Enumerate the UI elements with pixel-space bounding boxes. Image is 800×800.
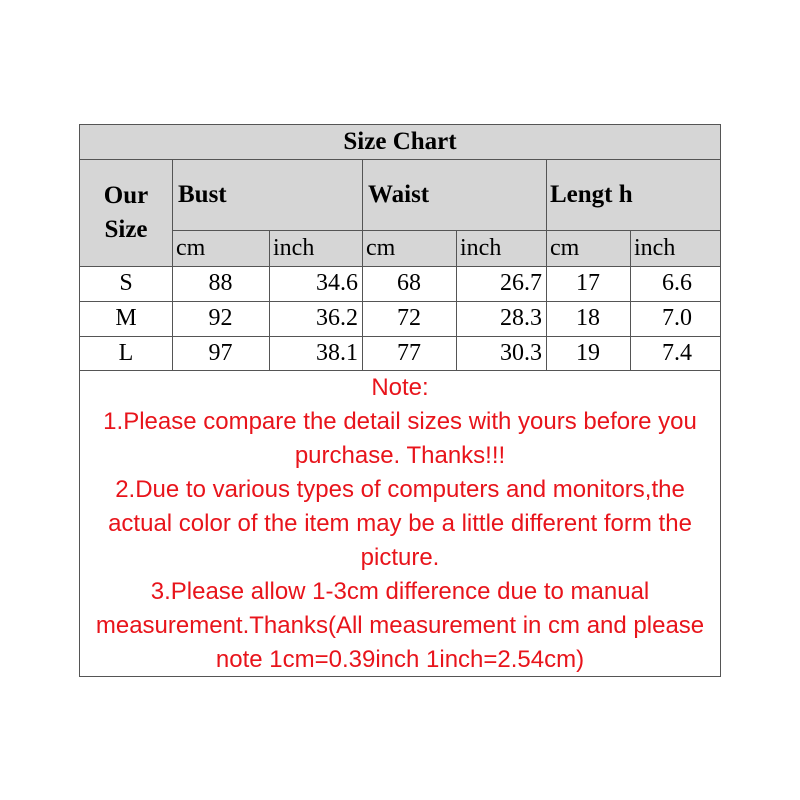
grid-line (80, 301, 720, 302)
grid-line (546, 160, 547, 371)
row-m-waist-cm: 72 (397, 305, 421, 331)
grid-line (362, 160, 363, 371)
note-item-2: 2.Due to various types of computers and monitors,the actual color of the item may be a little different form the picture. (108, 476, 692, 571)
grid-line (172, 230, 720, 231)
row-s-waist-inch: 26.7 (500, 270, 542, 296)
row-l-bust-cm: 97 (208, 340, 233, 366)
unit-waist-cm: cm (366, 234, 396, 261)
row-m-bust-cm: 92 (208, 305, 233, 331)
note-item-3: 3.Please allow 1-3cm difference due to manual measurement.Thanks(All measurement in cm and please note 1cm=0.39inch 1inch=2.54cm) (95, 578, 705, 673)
unit-waist-inch: inch (460, 234, 502, 261)
row-l-bust-inch: 38.1 (316, 340, 358, 366)
note-section (80, 371, 720, 677)
note-heading: Note: (371, 374, 429, 401)
row-s-waist-cm: 68 (397, 270, 421, 296)
grid-line (172, 160, 173, 371)
header-our-size: Our Size (103, 182, 149, 243)
unit-length-cm: cm (550, 234, 580, 261)
header-length: Lengt h (550, 181, 633, 208)
unit-bust-inch: inch (273, 234, 315, 261)
row-s-size: S (119, 270, 133, 296)
header-bust: Bust (178, 181, 227, 208)
row-l-waist-inch: 30.3 (500, 340, 542, 366)
grid-line (630, 230, 631, 371)
unit-length-inch: inch (634, 234, 676, 261)
row-s-length-inch: 6.6 (662, 270, 692, 296)
header-waist: Waist (368, 181, 430, 208)
grid-line (80, 336, 720, 337)
row-l-length-cm: 19 (576, 340, 600, 366)
row-m-bust-inch: 36.2 (316, 305, 358, 331)
row-l-size: L (118, 340, 134, 366)
row-l-waist-cm: 77 (397, 340, 421, 366)
row-s-length-cm: 17 (576, 270, 600, 296)
grid-line (269, 230, 270, 371)
row-m-length-inch: 7.0 (662, 305, 692, 331)
grid-line (80, 266, 720, 267)
row-m-length-cm: 18 (576, 305, 600, 331)
row-l-length-inch: 7.4 (662, 340, 692, 366)
grid-line (456, 230, 457, 371)
row-s-bust-inch: 34.6 (316, 270, 358, 296)
row-m-size: M (115, 305, 137, 331)
note-item-1: 1.Please compare the detail sizes with yours before you purchase. Thanks!!! (103, 408, 697, 469)
unit-bust-cm: cm (176, 234, 206, 261)
chart-title: Size Chart (80, 125, 720, 160)
row-m-waist-inch: 28.3 (500, 305, 542, 331)
row-s-bust-cm: 88 (208, 270, 233, 296)
size-chart (79, 124, 721, 677)
